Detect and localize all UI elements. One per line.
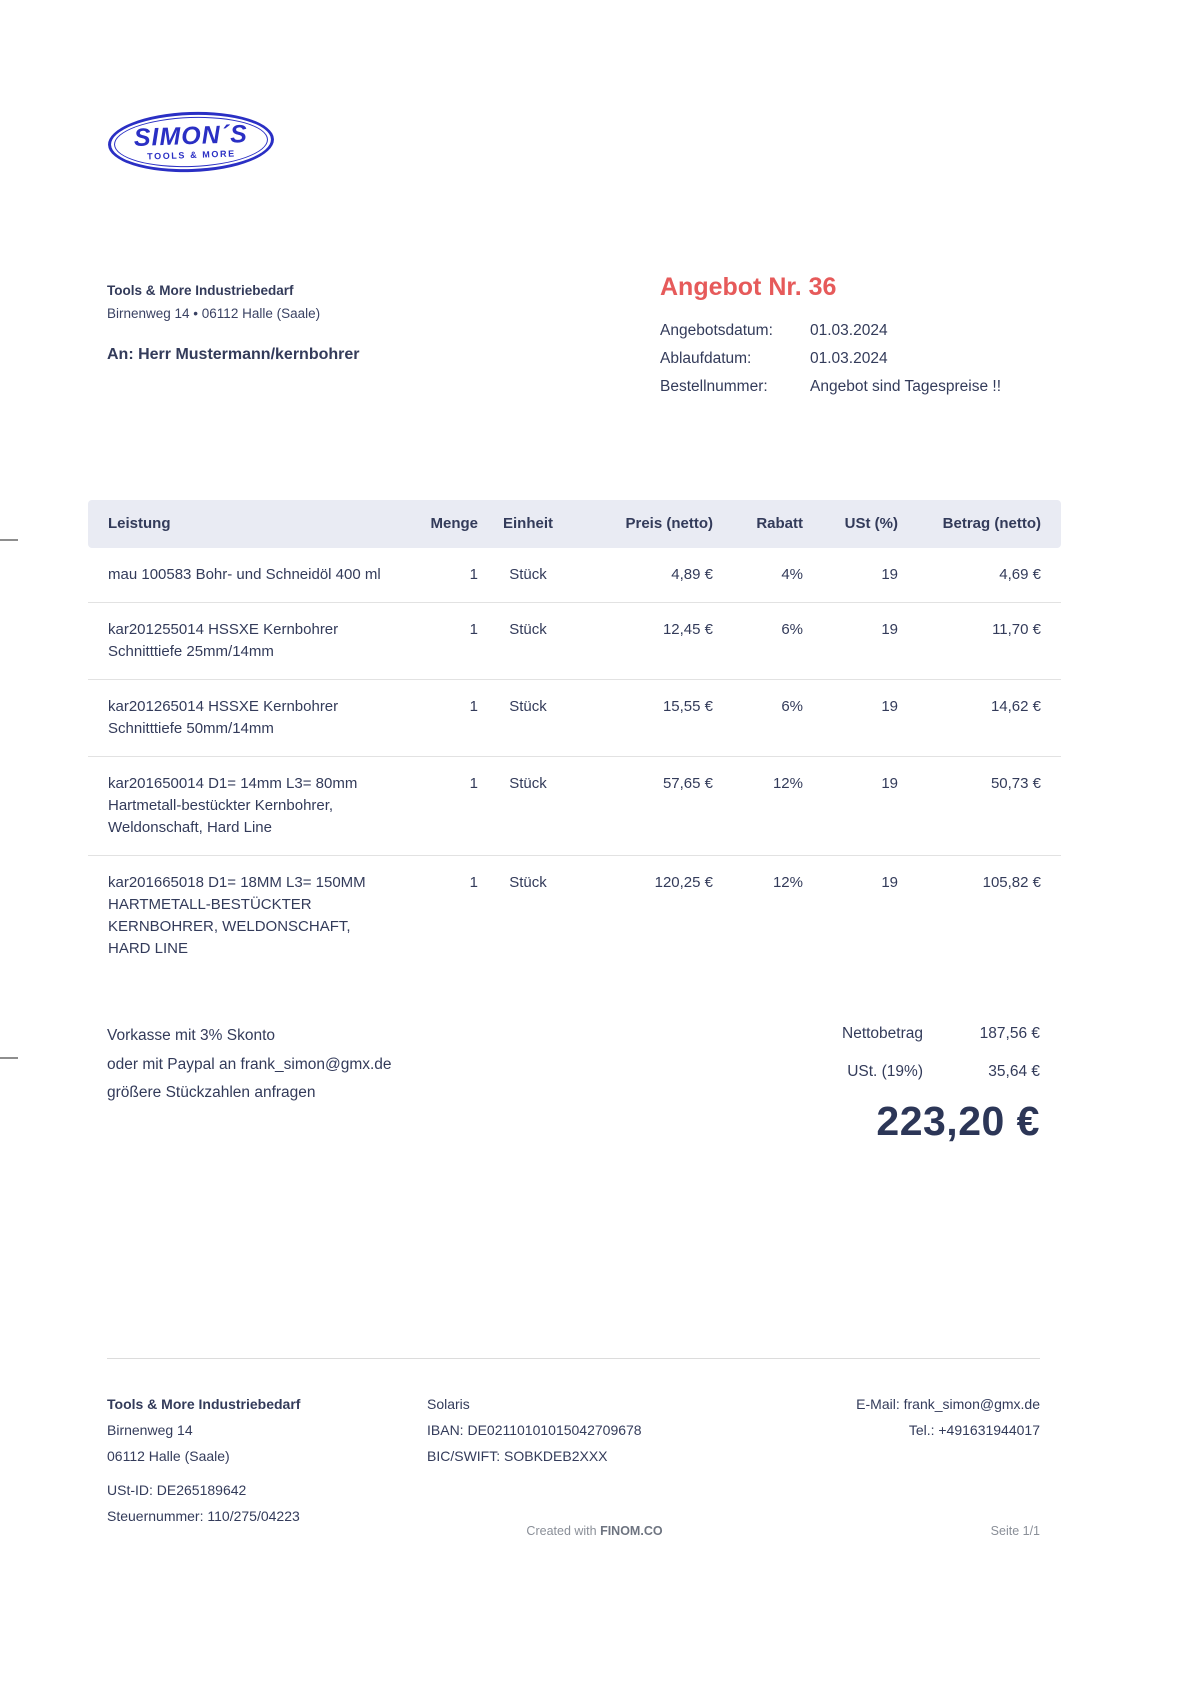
cell-einheit: Stück <box>509 874 547 891</box>
header-ust: USt (%) <box>844 515 898 532</box>
header-betrag: Betrag (netto) <box>942 515 1041 532</box>
cell-leistung: kar201665018 D1= 18MM L3= 150MM HARTMETALL-BESTÜCKTER KERNBOHRER, WELDONSCHAFT, HARD LINE <box>108 874 366 957</box>
cell-rabatt: 4% <box>781 566 803 583</box>
sender-address: Birnenweg 14 • 06112 Halle (Saale) <box>107 306 321 321</box>
payment-note-skonto: Vorkasse mit 3% Skonto <box>107 1027 275 1044</box>
cell-einheit: Stück <box>509 698 547 715</box>
offer-field-date <box>660 317 1042 345</box>
table-row <box>88 548 1061 603</box>
bottom-bar <box>0 1524 1189 1538</box>
header-menge: Menge <box>430 515 478 532</box>
offer-header-block <box>660 274 1042 401</box>
offer-ordernumber-label: Bestellnummer: <box>660 377 768 395</box>
net-total-label: Nettobetrag <box>842 1025 923 1042</box>
cell-preis: 4,89 € <box>671 566 713 583</box>
cell-rabatt: 12% <box>772 775 803 792</box>
footer <box>107 1358 1040 1529</box>
table-row <box>88 680 1061 757</box>
created-with-prefix: Created with <box>526 1524 601 1538</box>
offer-date-value: 01.03.2024 <box>810 321 888 339</box>
table-row <box>88 603 1061 680</box>
cell-menge: 1 <box>469 621 478 638</box>
vat-value: 35,64 € <box>988 1063 1040 1080</box>
cell-betrag: 11,70 € <box>992 621 1041 638</box>
totals-block <box>842 1022 1040 1145</box>
cell-betrag: 50,73 € <box>990 775 1041 792</box>
footer-contact-column <box>800 1391 1040 1529</box>
cell-ust: 19 <box>881 874 898 891</box>
cell-ust: 19 <box>881 566 898 583</box>
offer-date-label: Angebotsdatum: <box>660 321 773 339</box>
payment-totals-section <box>107 1022 1040 1145</box>
company-logo <box>108 112 274 172</box>
footer-ust-id: USt-ID: DE265189642 <box>107 1482 247 1498</box>
footer-company-column <box>107 1391 427 1529</box>
logo-text-primary: SIMON´S <box>133 120 249 152</box>
footer-bic: BIC/SWIFT: SOBKDEB2XXX <box>427 1448 608 1464</box>
cell-leistung: kar201265014 HSSXE Kernbohrer Schnitttiefe 50mm/14mm <box>108 698 339 737</box>
offer-field-expiry <box>660 345 1042 373</box>
footer-tax-number: Steuernummer: 110/275/04223 <box>107 1508 300 1524</box>
cell-ust: 19 <box>881 775 898 792</box>
payment-note-paypal: oder mit Paypal an frank_simon@gmx.de <box>107 1055 392 1073</box>
offer-field-ordernumber <box>660 373 1042 401</box>
logo-text-secondary: TOOLS & MORE <box>147 148 236 162</box>
cell-menge: 1 <box>469 698 478 715</box>
vat-line <box>842 1060 1040 1084</box>
cell-betrag: 14,62 € <box>990 698 1041 715</box>
cell-betrag: 4,69 € <box>999 566 1041 583</box>
cell-leistung: kar201255014 HSSXE Kernbohrer Schnitttiefe 25mm/14mm <box>108 621 339 660</box>
line-items-table <box>88 500 1061 976</box>
cell-einheit: Stück <box>509 621 547 638</box>
payment-notes <box>107 1022 392 1145</box>
header-leistung: Leistung <box>108 515 171 532</box>
cell-ust: 19 <box>881 698 898 715</box>
net-total-line <box>842 1022 1040 1046</box>
payment-note-quantities: größere Stückzahlen anfragen <box>107 1084 316 1101</box>
cell-einheit: Stück <box>509 566 547 583</box>
cell-rabatt: 6% <box>781 621 803 638</box>
net-total-value: 187,56 € <box>979 1025 1040 1042</box>
footer-phone: Tel.: +491631944017 <box>908 1422 1040 1438</box>
cell-menge: 1 <box>469 775 478 792</box>
offer-expiry-value: 01.03.2024 <box>810 349 888 367</box>
footer-company-name: Tools & More Industriebedarf <box>107 1396 301 1412</box>
cell-ust: 19 <box>881 621 898 638</box>
table-row <box>88 856 1061 976</box>
page-number: Seite 1/1 <box>990 1524 1040 1538</box>
cell-leistung: mau 100583 Bohr- und Schneidöl 400 ml <box>108 566 381 583</box>
cell-menge: 1 <box>469 566 478 583</box>
footer-iban: IBAN: DE02110101015042709678 <box>427 1422 642 1438</box>
table-row <box>88 757 1061 856</box>
footer-bank-name: Solaris <box>427 1396 470 1412</box>
cell-rabatt: 6% <box>781 698 803 715</box>
cell-preis: 120,25 € <box>654 874 713 891</box>
footer-city: 06112 Halle (Saale) <box>107 1448 230 1464</box>
fold-mark-top <box>0 539 18 541</box>
cell-preis: 57,65 € <box>662 775 713 792</box>
table-header-row <box>88 500 1061 548</box>
footer-tax-block <box>107 1477 427 1529</box>
fold-mark-bottom <box>0 1057 18 1059</box>
cell-preis: 12,45 € <box>662 621 713 638</box>
offer-expiry-label: Ablaufdatum: <box>660 349 752 367</box>
offer-title: Angebot Nr. 36 <box>660 273 837 301</box>
sender-company: Tools & More Industriebedarf <box>107 283 294 298</box>
cell-leistung: kar201650014 D1= 14mm L3= 80mm Hartmetall-bestückter Kernbohrer, Weldonschaft, Hard Line <box>108 775 358 836</box>
cell-betrag: 105,82 € <box>982 874 1041 891</box>
offer-fields <box>660 317 1042 401</box>
offer-ordernumber-value: Angebot sind Tagespreise !! <box>810 377 1002 395</box>
footer-email: E-Mail: frank_simon@gmx.de <box>856 1396 1040 1412</box>
header-rabatt: Rabatt <box>756 515 803 532</box>
recipient-line: An: Herr Mustermann/kernbohrer <box>107 346 360 363</box>
cell-rabatt: 12% <box>772 874 803 891</box>
header-preis: Preis (netto) <box>625 515 713 532</box>
logo-oval <box>107 109 275 175</box>
footer-bank-column <box>427 1391 800 1529</box>
finom-brand: FINOM.CO <box>600 1524 663 1538</box>
cell-menge: 1 <box>469 874 478 891</box>
footer-street: Birnenweg 14 <box>107 1422 193 1438</box>
grand-total: 223,20 € <box>876 1098 1040 1144</box>
sender-block <box>107 280 577 364</box>
header-einheit: Einheit <box>502 515 553 532</box>
cell-einheit: Stück <box>509 775 547 792</box>
cell-preis: 15,55 € <box>662 698 713 715</box>
vat-label: USt. (19%) <box>847 1063 923 1080</box>
